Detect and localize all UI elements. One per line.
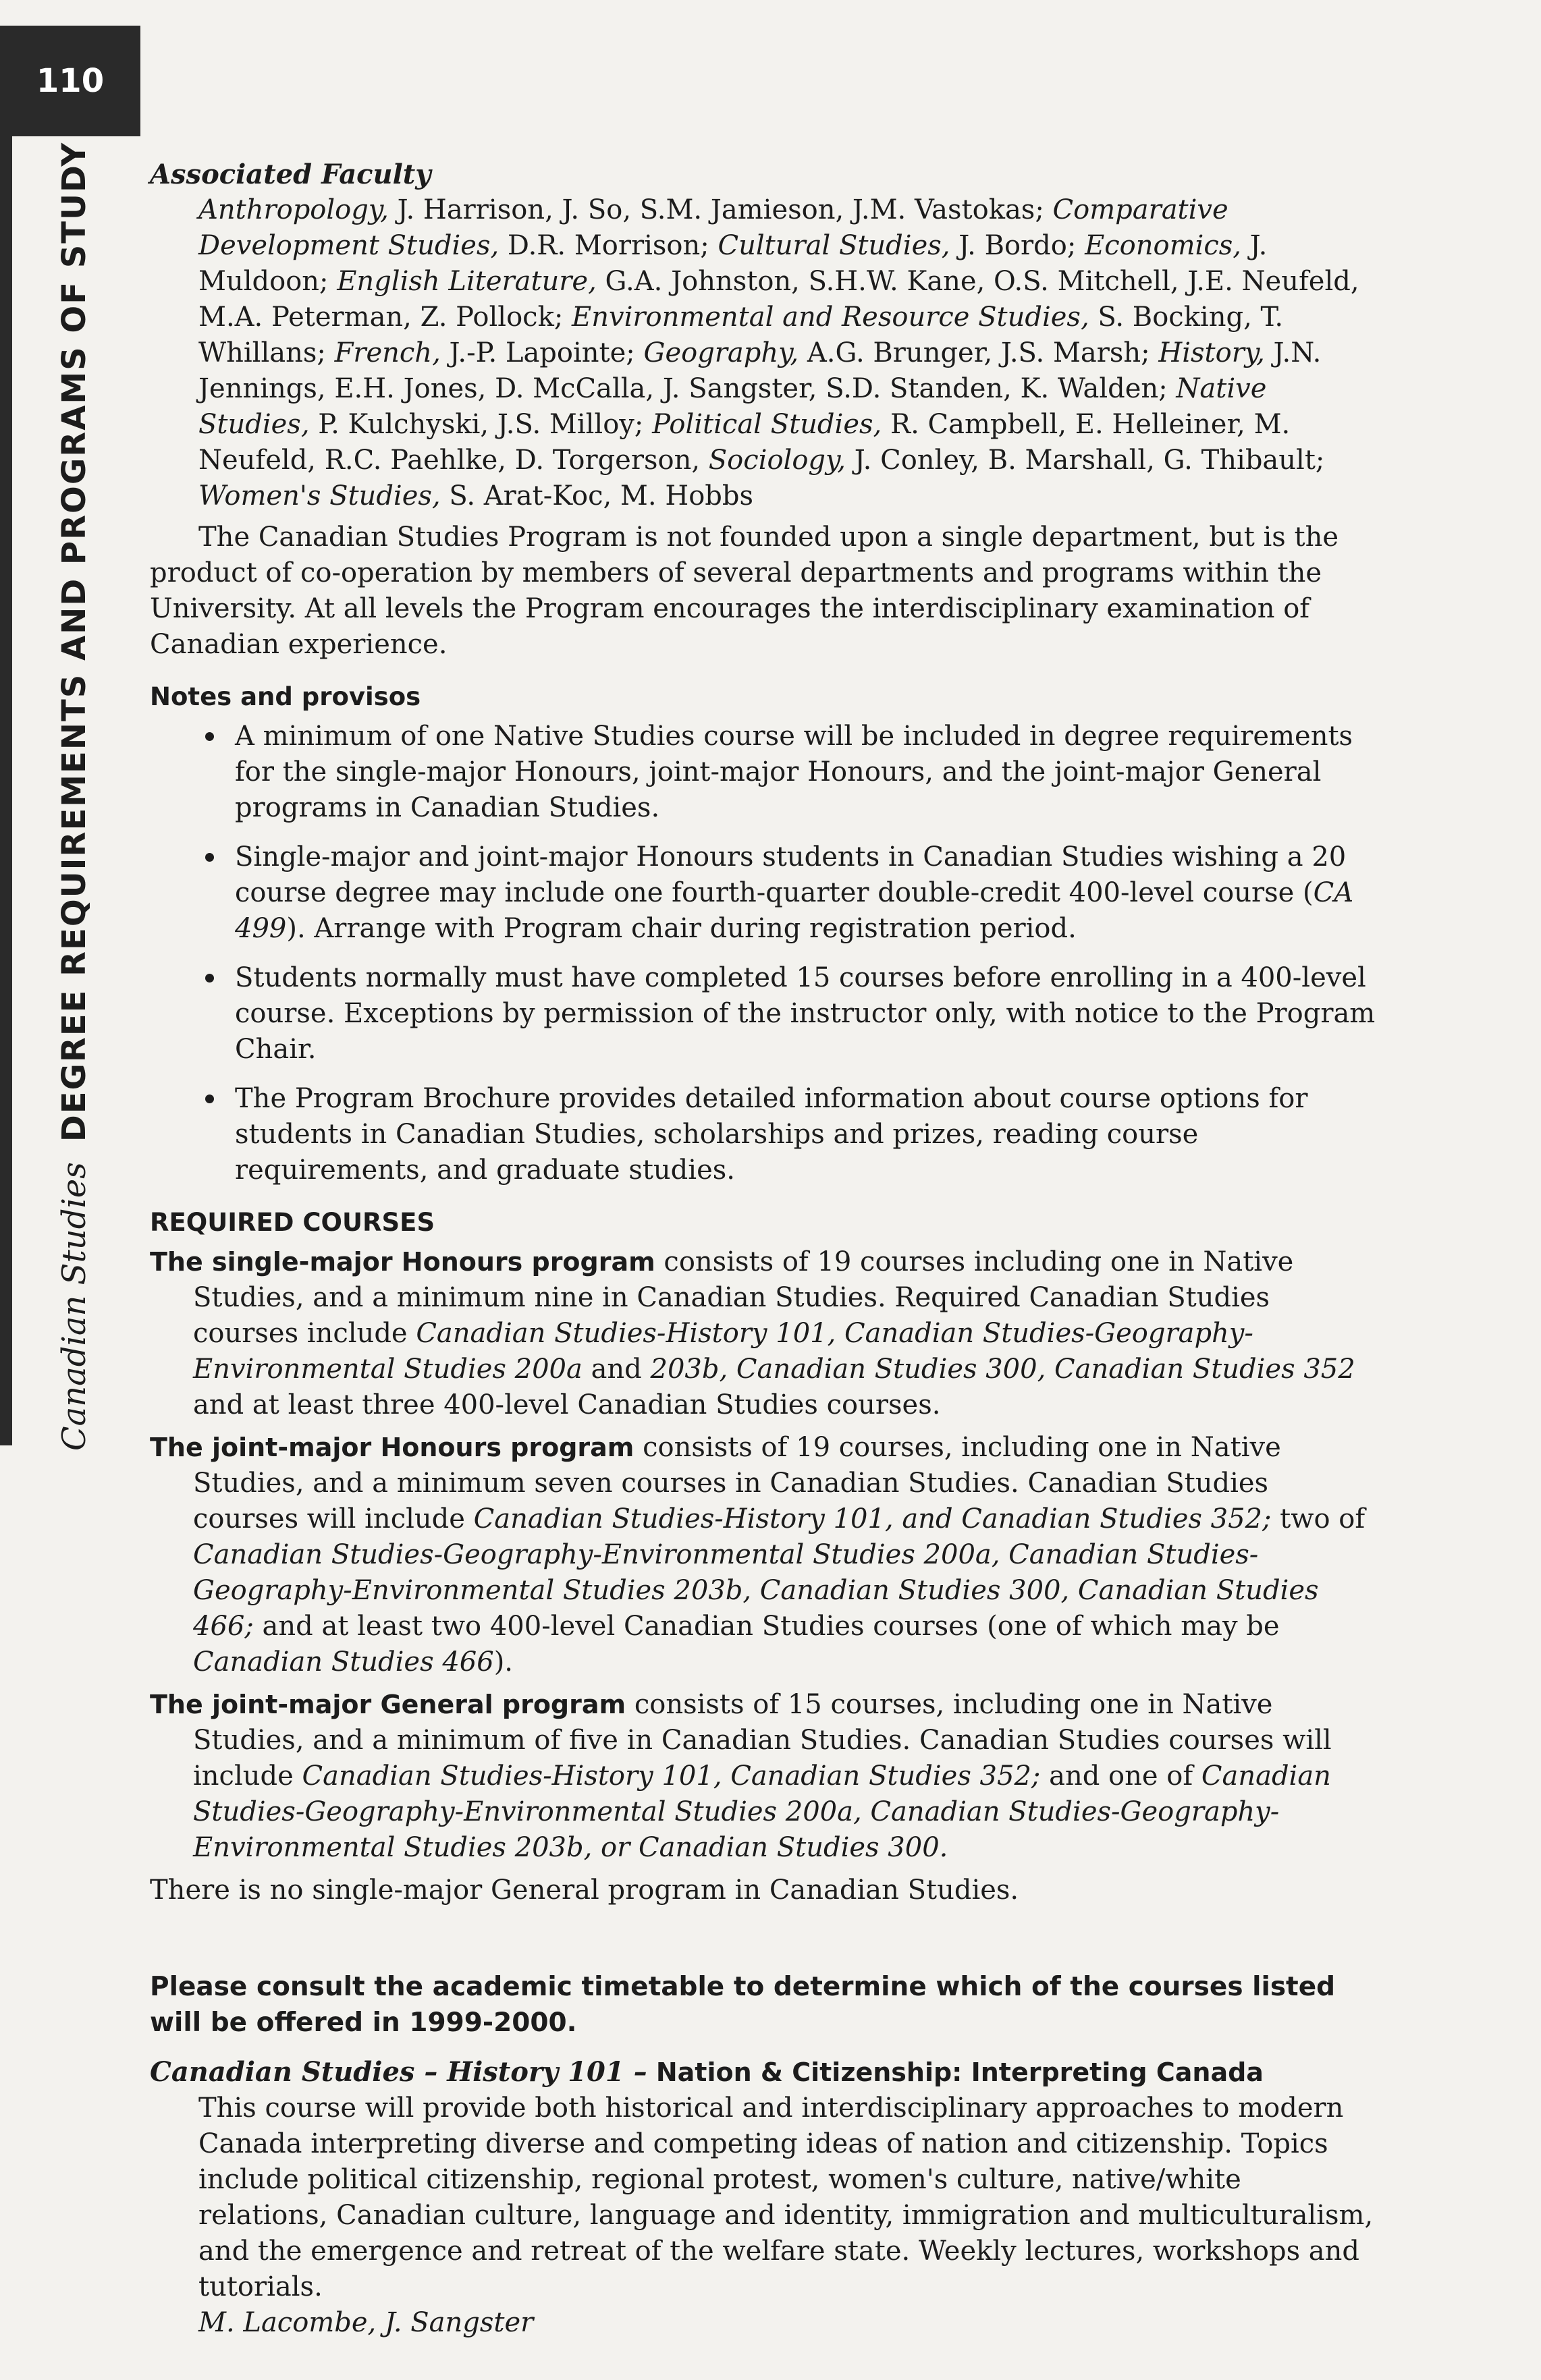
side-title-main: DEGREE REQUIREMENTS AND PROGRAMS OF STUDY xyxy=(55,141,93,1142)
no-general-note: There is no single-major General program in Canadian Studies. xyxy=(150,1875,1019,1906)
bullet-icon xyxy=(205,853,214,862)
intro-paragraph: The Canadian Studies Program is not founded upon a single department, but is the product of co-operation by members of several departments and programs within the University. At all levels the Program encourages the interdisciplinary examination of Canadian experience. xyxy=(150,522,1339,660)
list-item: Students normally must have completed 15 courses before enrolling in a 400-level course. Exceptions by permission of the instructor only, with notice to the Program Chair. xyxy=(200,960,1378,1068)
list-item: A minimum of one Native Studies course will be included in degree requirements for the single-major Honours, joint-major Honours, and the joint-major General programs in Canadian Studies. xyxy=(200,719,1378,826)
side-bar xyxy=(0,136,12,1445)
faculty-heading: Associated Faculty xyxy=(150,159,431,190)
consult-notice: Please consult the academic timetable to determine which of the courses listed will be offered in 1999-2000. xyxy=(150,1972,1336,2038)
side-title-sub: Canadian Studies xyxy=(55,1162,93,1451)
notes-heading: Notes and provisos xyxy=(150,682,421,711)
list-item: Single-major and joint-major Honours students in Canadian Studies wishing a 20 course degree may include one fourth-quarter double-credit 400-level course (CA 499). Arrange with Program chair during registration period. xyxy=(200,839,1378,947)
program-joint-honours: The joint-major Honours program consists of 19 courses, including one in Native Studies, and a minimum seven courses in Canadian Studies. Canadian Studies courses will include Canadian Studies-History 101, and Canadian Studies 352; two of Canadian Studies-Geography-Environmental Studies 200a, Canadian Studies-Geography-Environmental Studies 203b, Canadian Studies 300, Canadian Studies 466; and at least two 400-level Canadian Studies courses (one of which may be Canadian Studies 466). xyxy=(150,1432,1366,1678)
list-item: The Program Brochure provides detailed information about course options for students in Canadian Studies, scholarships and prizes, reading course requirements, and graduate studies. xyxy=(200,1081,1378,1188)
page-number: 110 xyxy=(0,26,140,136)
side-title xyxy=(55,142,93,1451)
notes-list xyxy=(150,719,1378,1188)
program-joint-general: The joint-major General program consists of 15 courses, including one in Native Studies, and a minimum of five in Canadian Studies. Canadian Studies courses will include Canadian Studies-History 101, Canadian Studies 352; and one of Canadian Studies-Geography-Environmental Studies 200a, Canadian Studies-Geography-Environmental Studies 203b, or Canadian Studies 300. xyxy=(150,1689,1332,1863)
course-description: This course will provide both historical and interdisciplinary approaches to modern Canada interpreting diverse and competing ideas of nation and citizenship. Topics include political citizenship, regional protest, women's culture, native/white relations, Canadian culture, language and identity, immigration and multiculturalism, and the emergence and retreat of the welfare state. Weekly lectures, workshops and tutorials. xyxy=(198,2093,1374,2302)
page-content xyxy=(150,157,1378,2341)
program-single-honours: The single-major Honours program consists of 19 courses including one in Native Studies, and a minimum nine in Canadian Studies. Required Canadian Studies courses include Canadian Studies-History 101, Canadian Studies-Geography-Environmental Studies 200a and 203b, Canadian Studies 300, Canadian Studies 352 and at least three 400-level Canadian Studies courses. xyxy=(150,1246,1355,1420)
bullet-icon xyxy=(205,974,214,983)
faculty-list: Anthropology, J. Harrison, J. So, S.M. Jamieson, J.M. Vastokas; Comparative Development Studies, D.R. Morrison; Cultural Studies, J. Bordo; Economics, J. Muldoon; English Literature, G.A. Johnston, S.H.W. Kane, O.S. Mitchell, J.E. Neufeld, M.A. Peterman, Z. Pollock; Environmental and Resource Studies, S. Bocking, T. Whillans; French, J.-P. Lapointe; Geography, A.G. Brunger, J.S. Marsh; History, J.N. Jennings, E.H. Jones, D. McCalla, J. Sangster, S.D. Standen, K. Walden; Native Studies, P. Kulchyski, J.S. Milloy; Political Studies, R. Campbell, E. Helleiner, M. Neufeld, R.C. Paehlke, D. Torgerson, Sociology, J. Conley, B. Marshall, G. Thibault; Women's Studies, S. Arat-Koc, M. Hobbs xyxy=(198,194,1359,511)
course-instructors: M. Lacombe, J. Sangster xyxy=(198,2307,534,2338)
course-title: Canadian Studies – History 101 – Nation & Citizenship: Interpreting Canada xyxy=(150,2056,1264,2088)
bullet-icon xyxy=(205,732,214,741)
required-heading: REQUIRED COURSES xyxy=(150,1208,435,1237)
bullet-icon xyxy=(205,1095,214,1103)
